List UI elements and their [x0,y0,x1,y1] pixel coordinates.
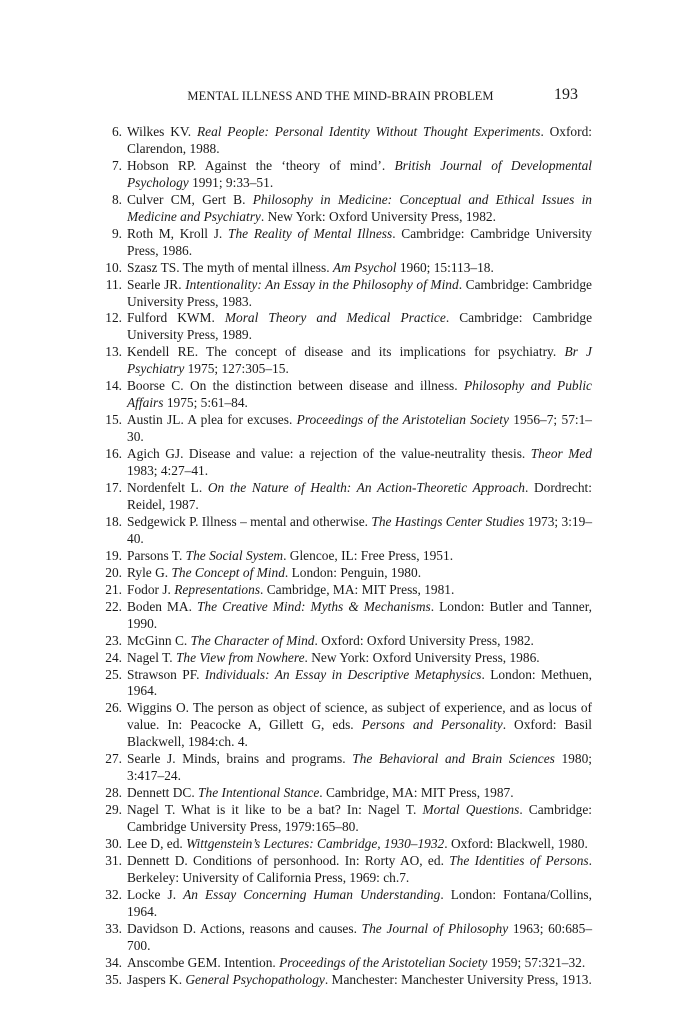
reference-text: Sedgewick P. Illness – mental and otherwise. [127,513,372,529]
reference-list [100,124,592,989]
reference-title: On the Nature of Health: An Action-Theoretic Approach [207,480,525,496]
reference-text: . London: Penguin, 1980. [284,564,422,580]
reference-text: Strawson PF. [127,666,205,682]
reference-title: Intentionality: An Essay in the Philosophy of Mind [185,276,459,292]
reference-title: Philosophy and Public Affairs [127,378,592,411]
reference-title: Br J Psychiatry [127,344,592,377]
reference-text: Davidson D. Actions, reasons and causes. [127,920,362,936]
reference-number: 14. [105,378,122,394]
reference-text: Nagel T. What is it like to be a bat? In: Nagel T. [127,802,423,818]
reference-title: The Journal of Philosophy [361,920,509,936]
reference-text: McGinn C. [127,632,191,648]
reference-item [100,277,592,311]
running-title: MENTAL ILLNESS AND THE MIND-BRAIN PROBLEM [187,89,494,103]
reference-text: . Cambridge, MA: MIT Press, 1987. [319,785,514,801]
reference-text: . Dordrecht: Reidel, 1987. [127,480,592,512]
reference-text: 1980; 3:417–24. [127,751,592,784]
reference-title: The Intentional Stance [198,785,320,801]
reference-number: 18. [105,513,122,529]
reference-item [100,192,592,226]
reference-number: 35. [105,971,122,987]
reference-title: The Hastings Center Studies [371,513,525,529]
reference-title: The Concept of Mind [171,564,285,580]
reference-number: 31. [105,852,122,868]
reference-item [100,548,592,565]
reference-text: . Oxford: Basil Blackwell, 1984:ch. 4. [127,717,593,750]
reference-item [100,310,592,344]
reference-text: 1960; 15:113–18. [396,259,494,275]
reference-number: 16. [105,446,122,462]
reference-text: . London: Methuen, 1964. [127,666,592,699]
reference-title: Real People: Personal Identity Without Thought Experiments [196,124,541,139]
reference-title: An Essay Concerning Human Understanding [183,886,441,902]
reference-item [100,887,592,921]
reference-number: 21. [105,581,122,597]
reference-text: Kendell RE. The concept of disease and its implications for psychiatry. [127,344,565,360]
reference-item [100,700,592,751]
reference-text: Fulford KWM. [127,310,225,326]
reference-item [100,836,592,853]
reference-text: Dennett DC. [127,785,199,801]
reference-title: Philosophy in Medicine: Conceptual and Ethical Issues in Medicine and Psychiatry [127,191,592,224]
reference-text: Nagel T. [127,649,176,665]
reference-title: The Identities of Persons [449,852,589,868]
reference-title: Proceedings of the Aristotelian Society [296,412,509,428]
reference-text: Szasz TS. The myth of mental illness. [127,259,333,275]
reference-text: . Cambridge: Cambridge University Press, 1986. [127,225,592,258]
reference-text: . London: Butler and Tanner, 1990. [127,598,592,631]
reference-text: . Cambridge: Cambridge University Press, 1979:165–80. [127,802,593,835]
reference-text: Boden MA. [127,598,197,614]
reference-title: General Psychopathology [185,971,325,987]
reference-text: Nordenfelt L. [127,480,208,496]
reference-text: . Cambridge: Cambridge University Press, 1989. [127,310,593,343]
reference-item [100,226,592,260]
reference-title: The Behavioral and Brain Sciences [352,751,555,767]
reference-text: Austin JL. A plea for excuses. [127,412,297,428]
reference-item [100,802,592,836]
reference-title: The Character of Mind [190,632,315,648]
reference-item [100,955,592,972]
reference-text: 1963; 60:685–700. [127,920,593,953]
reference-text: Wiggins O. The person as object of science, as subject of experience, and as locus of value. In: Peacocke A, Gillett G, eds. [127,700,592,733]
reference-number: 9. [111,225,122,241]
reference-number: 17. [105,480,122,496]
reference-title: Am Psychol [332,259,397,275]
reference-text: . New York: Oxford University Press, 1986. [304,649,540,665]
reference-text: . Glencoe, IL: Free Press, 1951. [283,547,454,563]
reference-text: 1959; 57:321–32. [487,954,586,970]
reference-item [100,599,592,633]
reference-text: Ryle G. [127,564,172,580]
reference-text: 1956–7; 57:1–30. [127,412,592,445]
reference-item [100,633,592,650]
reference-item [100,785,592,802]
reference-item [100,921,592,955]
reference-title: The Reality of Mental Illness [228,225,393,241]
reference-item [100,260,592,277]
reference-item [100,853,592,887]
reference-item [100,565,592,582]
reference-item [100,514,592,548]
reference-text: . Cambridge: Cambridge University Press, 1983. [127,276,592,309]
reference-text: 1991; 9:33–51. [188,174,274,190]
reference-number: 23. [105,632,122,648]
reference-number: 11. [105,276,122,292]
reference-text: Hobson RP. Against the ‘theory of mind’. [127,157,395,173]
reference-number: 15. [105,412,122,428]
reference-item [100,158,592,192]
reference-item [100,124,592,158]
reference-text: . Oxford: Clarendon, 1988. [127,124,592,156]
reference-text: 1983; 4:27–41. [127,463,209,479]
reference-number: 33. [105,920,122,936]
reference-text: Boorse C. On the distinction between disease and illness. [127,378,464,394]
reference-number: 24. [105,649,122,665]
page-number: 193 [554,86,578,103]
reference-text: Fodor J. [127,581,175,597]
reference-text: 1973; 3:19–40. [127,513,593,546]
reference-number: 26. [105,700,122,716]
reference-title: Representations [174,581,261,597]
reference-title: Proceedings of the Aristotelian Society [279,954,488,970]
reference-item [100,480,592,514]
reference-text: 1975; 127:305–15. [184,361,289,377]
reference-text: Agich GJ. Disease and value: a rejection of the value-neutrality thesis. [127,446,531,462]
reference-number: 34. [105,954,122,970]
reference-title: Mortal Questions [422,802,520,818]
reference-text: . New York: Oxford University Press, 1982. [260,208,496,224]
reference-number: 7. [111,157,122,173]
reference-number: 20. [105,564,122,580]
reference-text: Culver CM, Gert B. [127,191,253,207]
reference-number: 19. [105,547,122,563]
reference-text: Dennett D. Conditions of personhood. In: Rorty AO, ed. [127,852,450,868]
reference-number: 25. [105,666,122,682]
reference-number: 22. [105,598,122,614]
reference-text: Lee D, ed. [127,836,187,852]
reference-number: 8. [111,191,122,207]
reference-item [100,446,592,480]
reference-title: The Social System [185,547,284,563]
reference-item [100,751,592,785]
reference-number: 30. [105,836,122,852]
reference-text: Wilkes KV. [127,124,197,139]
reference-text: 1975; 5:61–84. [163,395,248,411]
reference-item [100,972,592,989]
reference-number: 28. [105,785,122,801]
reference-text: Jaspers K. [127,971,186,987]
reference-title: Theor Med [530,446,592,462]
reference-item [100,378,592,412]
reference-item [100,344,592,378]
reference-text: Anscombe GEM. Intention. [127,954,280,970]
reference-number: 10. [105,259,122,275]
reference-number: 29. [105,802,122,818]
reference-number: 6. [111,124,122,139]
reference-text: . Oxford: Oxford University Press, 1982. [314,632,534,648]
reference-text: Searle JR. [127,276,186,292]
reference-title: Individuals: An Essay in Descriptive Metaphysics [204,666,482,682]
reference-title: Wittgenstein’s Lectures: Cambridge, 1930–1932 [186,836,445,852]
reference-item [100,650,592,667]
reference-item [100,582,592,599]
reference-title: Moral Theory and Medical Practice [224,310,446,326]
reference-text: Roth M, Kroll J. [127,225,229,241]
reference-title: Persons and Personality [361,717,503,733]
reference-item [100,412,592,446]
reference-title: British Journal of Developmental Psychology [127,157,592,190]
reference-text: Locke J. [127,886,184,902]
reference-number: 13. [105,344,122,360]
reference-text: . Oxford: Blackwell, 1980. [444,836,588,852]
reference-text: Parsons T. [127,547,186,563]
running-header [0,86,681,108]
reference-item [100,667,592,701]
reference-number: 32. [105,886,122,902]
reference-title: The View from Nowhere [175,649,305,665]
reference-text: . Manchester: Manchester University Press, 1913. [324,971,592,987]
reference-text: . Berkeley: University of California Press, 1969: ch.7. [127,852,592,885]
reference-text: . London: Fontana/Collins, 1964. [127,886,592,919]
reference-text: Searle J. Minds, brains and programs. [127,751,353,767]
reference-text: . Cambridge, MA: MIT Press, 1981. [260,581,455,597]
reference-number: 12. [105,310,122,326]
reference-number: 27. [105,751,122,767]
reference-title: The Creative Mind: Myths & Mechanisms [196,598,431,614]
